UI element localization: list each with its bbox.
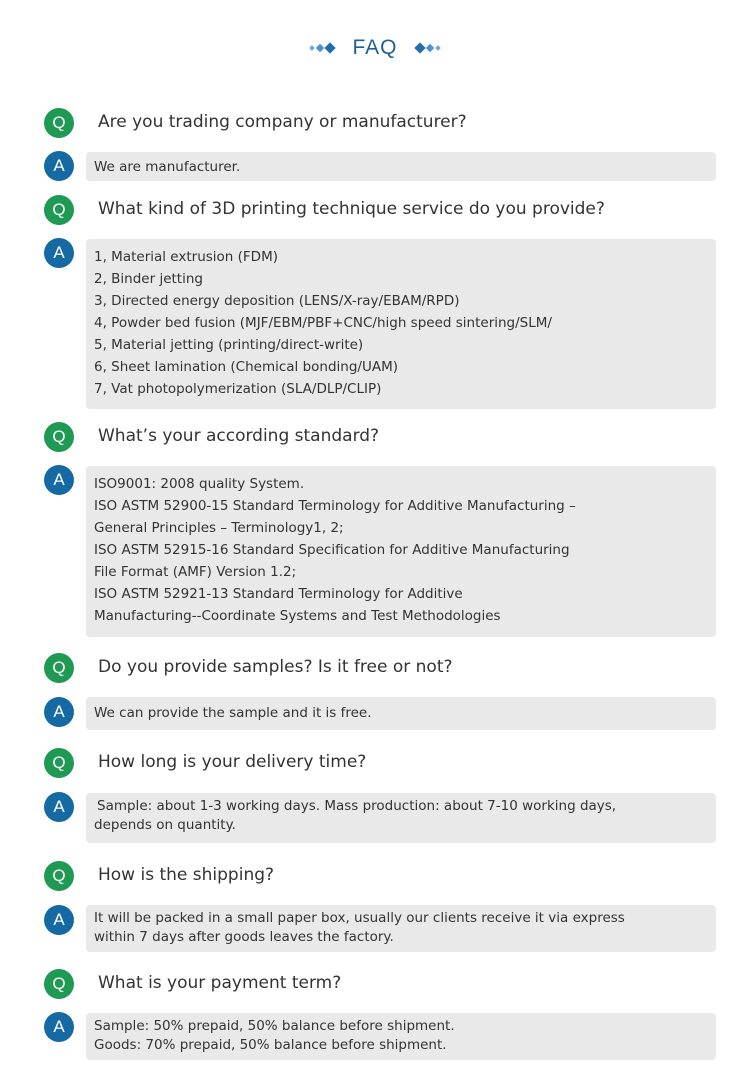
answer-badge: A xyxy=(44,905,74,935)
question-badge: Q xyxy=(44,195,74,225)
answer-line: ISO9001: 2008 quality System. xyxy=(94,476,305,492)
answer-line: 1, Material extrusion (FDM) xyxy=(94,249,278,265)
answer-box xyxy=(86,793,716,843)
answer-line: within 7 days after goods leaves the factory. xyxy=(94,929,394,945)
question-badge: Q xyxy=(44,653,74,683)
answer-line: ISO ASTM 52921-13 Standard Terminology for Additive xyxy=(94,586,463,602)
answer-badge: A xyxy=(44,697,74,727)
answer-line: 7, Vat photopolymerization (SLA/DLP/CLIP) xyxy=(94,381,382,397)
answer-line: ISO ASTM 52900-15 Standard Terminology for Additive Manufacturing – xyxy=(94,498,576,514)
answer-box xyxy=(86,239,716,409)
answer-line: 5, Material jetting (printing/direct-write) xyxy=(94,337,364,353)
question-badge: Q xyxy=(44,969,74,999)
question-badge: Q xyxy=(44,861,74,891)
answer-box xyxy=(86,466,716,637)
answer-badge: A xyxy=(44,792,74,822)
answer-line: General Principles – Terminology1, 2; xyxy=(94,520,344,536)
answer-line: Goods: 70% prepaid, 50% balance before shipment. xyxy=(94,1037,447,1053)
answer-line: Sample: about 1-3 working days. Mass production: about 7-10 working days, xyxy=(97,798,617,814)
answer-line: It will be packed in a small paper box, usually our clients receive it via express xyxy=(94,910,625,926)
faq-question-row xyxy=(0,195,750,225)
answer-line: File Format (AMF) Version 1.2; xyxy=(94,564,297,580)
question-text: How long is your delivery time? xyxy=(98,752,367,772)
answer-box xyxy=(86,152,716,181)
answer-line: depends on quantity. xyxy=(94,817,236,833)
answer-badge: A xyxy=(44,151,74,181)
answer-box xyxy=(86,1013,716,1060)
question-text: Are you trading company or manufacturer? xyxy=(98,112,467,132)
faq-question-row xyxy=(0,969,750,999)
faq-question-row xyxy=(0,861,750,891)
question-text: How is the shipping? xyxy=(98,865,275,885)
question-text: Do you provide samples? Is it free or not? xyxy=(98,657,453,677)
question-text: What is your payment term? xyxy=(98,973,342,993)
answer-line: 3, Directed energy deposition (LENS/X-ray/EBAM/RPD) xyxy=(94,293,460,309)
answer-line: 6, Sheet lamination (Chemical bonding/UAM) xyxy=(94,359,399,375)
answer-line: Manufacturing--Coordinate Systems and Test Methodologies xyxy=(94,608,501,624)
question-text: What kind of 3D printing technique service do you provide? xyxy=(98,199,605,219)
answer-badge: A xyxy=(44,238,74,268)
left-diamond-decoration xyxy=(310,44,334,52)
question-badge: Q xyxy=(44,108,74,138)
faq-question-row xyxy=(0,422,750,452)
page-title: FAQ xyxy=(352,36,398,59)
faq-question-row xyxy=(0,108,750,138)
answer-line: We are manufacturer. xyxy=(94,159,241,175)
answer-box xyxy=(86,905,716,952)
answer-line: Sample: 50% prepaid, 50% balance before shipment. xyxy=(94,1018,455,1034)
answer-badge: A xyxy=(44,465,74,495)
answer-line: 2, Binder jetting xyxy=(94,271,203,287)
answer-line: We can provide the sample and it is free. xyxy=(94,705,372,721)
answer-badge: A xyxy=(44,1012,74,1042)
answer-line: 4, Powder bed fusion (MJF/EBM/PBF+CNC/high speed sintering/SLM/ xyxy=(94,315,552,331)
question-badge: Q xyxy=(44,748,74,778)
answer-box xyxy=(86,697,716,730)
faq-question-row xyxy=(0,748,750,778)
answer-line: ISO ASTM 52915-16 Standard Specification for Additive Manufacturing xyxy=(94,542,570,558)
faq-header xyxy=(0,34,750,62)
right-diamond-decoration xyxy=(416,44,440,52)
faq-question-row xyxy=(0,653,750,683)
question-badge: Q xyxy=(44,422,74,452)
question-text: What’s your according standard? xyxy=(98,426,380,446)
